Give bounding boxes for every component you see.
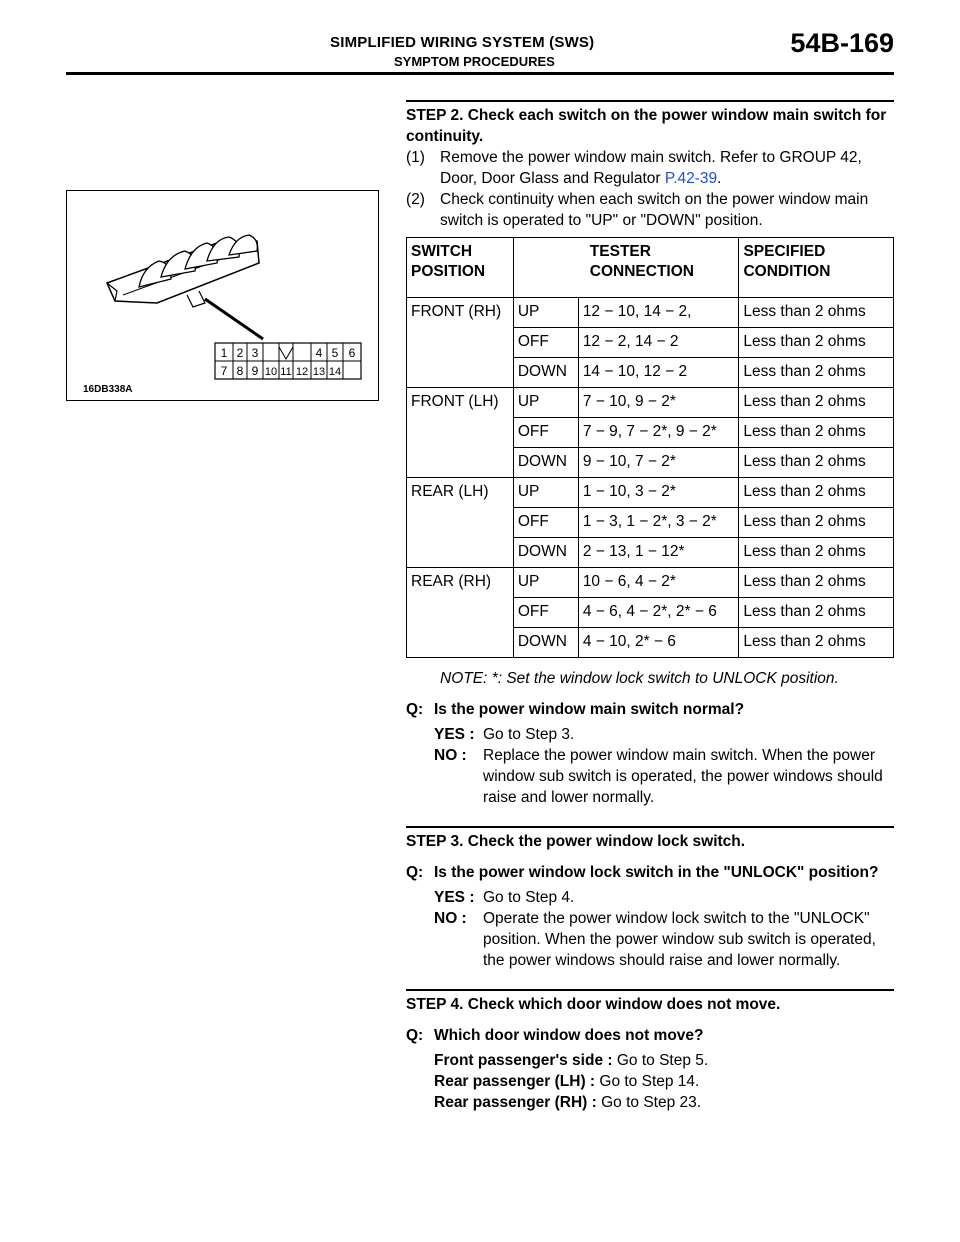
no-answer: Operate the power window lock switch to the "UNLOCK" position. When the power window sub switch is operated, the power windows should raise and lower normally. [483, 910, 876, 969]
pin-label: 2 [236, 346, 244, 360]
page-number: 54B-169 [790, 28, 894, 58]
switch-group-cell: REAR (RH) [407, 568, 514, 658]
tester-connection-cell: 10 − 6, 4 − 2* [578, 568, 739, 598]
answer-label: Rear passenger (LH) : [434, 1073, 596, 1090]
continuity-spec-table-body [406, 297, 894, 658]
page-reference-link[interactable]: P.42-39 [664, 170, 718, 187]
yes-answer: Go to Step 4. [483, 889, 575, 906]
switch-group-cell: FRONT (RH) [407, 298, 514, 388]
question-label: Q: [406, 864, 424, 881]
tester-connection-cell: 14 − 10, 12 − 2 [578, 358, 739, 388]
specified-condition-cell: Less than 2 ohms [739, 388, 894, 418]
answer-text: Go to Step 14. [599, 1073, 700, 1090]
specified-condition-cell: Less than 2 ohms [739, 358, 894, 388]
step4-question-block [406, 1025, 894, 1113]
answer-label: Rear passenger (RH) : [434, 1094, 597, 1111]
item-number: (2) [406, 191, 425, 208]
no-answer: Replace the power window main switch. When the power window sub switch is operated, the power windows should raise and lower normally. [483, 747, 883, 806]
yes-label: YES : [434, 889, 475, 906]
position-cell: DOWN [513, 448, 578, 478]
position-cell: UP [513, 568, 578, 598]
pin-label: 6 [348, 346, 356, 360]
pin-label: 3 [251, 346, 259, 360]
specified-condition-cell: Less than 2 ohms [739, 448, 894, 478]
position-cell: OFF [513, 598, 578, 628]
header-specified-condition: SPECIFIED CONDITION [739, 238, 894, 298]
pin-label: 10 [264, 366, 278, 378]
pin-label: 13 [312, 366, 326, 378]
continuity-spec-table [406, 237, 894, 298]
table-row [407, 568, 894, 598]
tester-connection-cell: 7 − 9, 7 − 2*, 9 − 2* [578, 418, 739, 448]
table-header-row [407, 238, 894, 298]
pin-label: 9 [251, 364, 259, 378]
position-cell: OFF [513, 418, 578, 448]
no-label: NO : [434, 910, 467, 927]
tester-connection-cell: 2 − 13, 1 − 12* [578, 538, 739, 568]
position-cell: OFF [513, 508, 578, 538]
subsection-title: SYMPTOM PROCEDURES [394, 54, 555, 69]
pin-label: 14 [328, 366, 342, 378]
specified-condition-cell: Less than 2 ohms [739, 478, 894, 508]
step2-title: STEP 2. Check each switch on the power window main switch for continuity. [406, 107, 887, 145]
yes-answer: Go to Step 3. [483, 726, 575, 743]
specified-condition-cell: Less than 2 ohms [739, 508, 894, 538]
tester-connection-cell: 12 − 10, 14 − 2, [578, 298, 739, 328]
pin-label: 11 [280, 366, 292, 378]
tester-connection-cell: 1 − 10, 3 − 2* [578, 478, 739, 508]
specified-condition-cell: Less than 2 ohms [739, 418, 894, 448]
item-text: Check continuity when each switch on the power window main switch is operated to "UP" or "DOWN" position. [440, 191, 869, 229]
section-title: SIMPLIFIED WIRING SYSTEM (SWS) [330, 34, 595, 51]
step2-question: Is the power window main switch normal? [434, 701, 745, 718]
pin-label: 7 [220, 364, 228, 378]
tester-connection-cell: 4 − 10, 2* − 6 [578, 628, 739, 658]
question-label: Q: [406, 1027, 424, 1044]
tester-connection-cell: 7 − 10, 9 − 2* [578, 388, 739, 418]
switch-illustration [66, 190, 379, 401]
step2-question-block [406, 699, 894, 808]
pin-label: 8 [236, 364, 244, 378]
step4-title: STEP 4. Check which door window does not move. [406, 996, 781, 1013]
position-cell: DOWN [513, 538, 578, 568]
position-cell: DOWN [513, 628, 578, 658]
switch-group-cell: FRONT (LH) [407, 388, 514, 478]
specified-condition-cell: Less than 2 ohms [739, 598, 894, 628]
list-item [406, 147, 894, 189]
tester-connection-cell: 4 − 6, 4 − 2*, 2* − 6 [578, 598, 739, 628]
specified-condition-cell: Less than 2 ohms [739, 628, 894, 658]
position-cell: DOWN [513, 358, 578, 388]
answer-text: Go to Step 5. [616, 1052, 709, 1069]
step4-question: Which door window does not move? [434, 1027, 704, 1044]
question-label: Q: [406, 701, 424, 718]
step3-question-block [406, 862, 894, 971]
pin-label: 12 [295, 366, 309, 378]
tester-connection-cell: 12 − 2, 14 − 2 [578, 328, 739, 358]
tester-connection-cell: 1 − 3, 1 − 2*, 3 − 2* [578, 508, 739, 538]
item-text: Remove the power window main switch. Refer to GROUP 42, Door, Door Glass and Regulator [440, 149, 862, 187]
table-row [407, 478, 894, 508]
position-cell: OFF [513, 328, 578, 358]
table-row [407, 298, 894, 328]
yes-label: YES : [434, 726, 475, 743]
header-tester-connection: TESTER CONNECTION [513, 238, 739, 298]
step3-title: STEP 3. Check the power window lock switch. [406, 833, 746, 850]
item-number: (1) [406, 149, 425, 166]
figure-label: 16DB338A [83, 384, 133, 395]
specified-condition-cell: Less than 2 ohms [739, 328, 894, 358]
position-cell: UP [513, 478, 578, 508]
table-note: NOTE: *: Set the window lock switch to UNLOCK position. [440, 670, 839, 687]
pin-label: 5 [331, 346, 339, 360]
table-row [407, 388, 894, 418]
pin-label: 1 [220, 346, 228, 360]
header-switch-position: SWITCH POSITION [407, 238, 514, 298]
switch-group-cell: REAR (LH) [407, 478, 514, 568]
procedure-content [406, 100, 894, 1113]
list-item [406, 189, 894, 231]
specified-condition-cell: Less than 2 ohms [739, 538, 894, 568]
pin-label: 4 [315, 346, 323, 360]
page-header [66, 26, 894, 75]
position-cell: UP [513, 388, 578, 418]
step2-procedure-list [406, 147, 894, 231]
specified-condition-cell: Less than 2 ohms [739, 568, 894, 598]
power-window-switch-drawing [67, 191, 378, 400]
no-label: NO : [434, 747, 467, 764]
position-cell: UP [513, 298, 578, 328]
answer-label: Front passenger's side : [434, 1052, 613, 1069]
item-text-end: . [717, 170, 722, 187]
tester-connection-cell: 9 − 10, 7 − 2* [578, 448, 739, 478]
specified-condition-cell: Less than 2 ohms [739, 298, 894, 328]
answer-text: Go to Step 23. [601, 1094, 702, 1111]
step3-question: Is the power window lock switch in the "UNLOCK" position? [434, 864, 879, 881]
